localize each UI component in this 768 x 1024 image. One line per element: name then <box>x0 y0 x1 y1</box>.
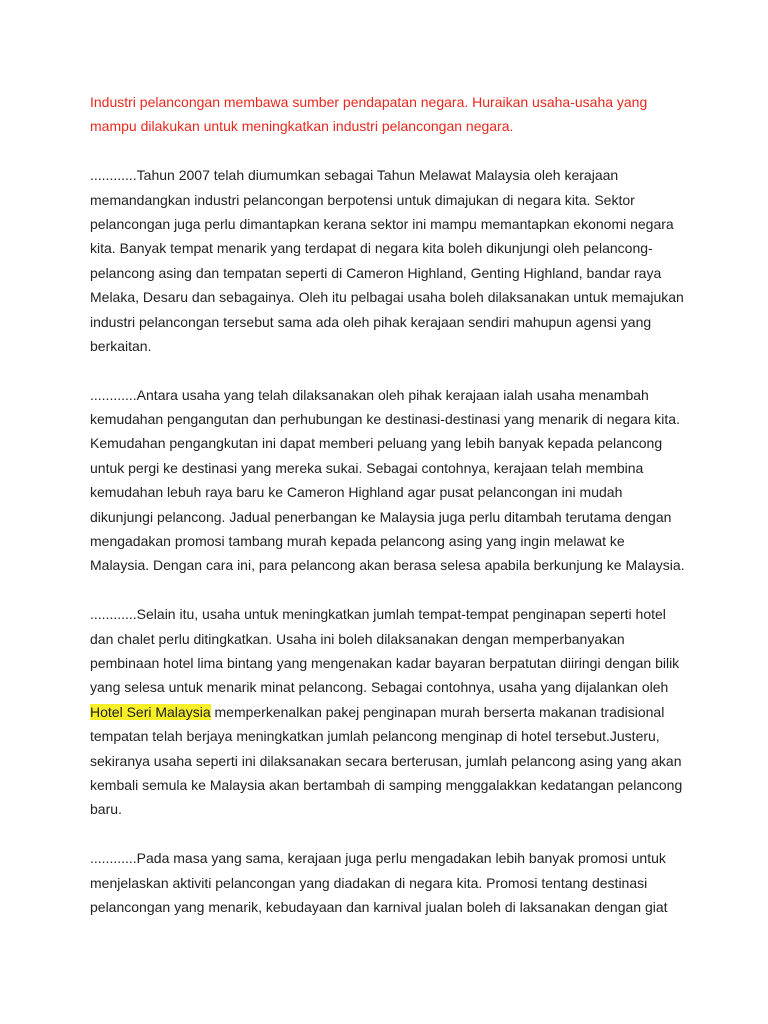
text-line: memandangkan industri pelancongan berpotensi untuk dimajukan di negara kita. Sektor <box>90 191 635 208</box>
text-line: dan chalet perlu ditingkatkan. Usaha ini boleh dilaksanakan dengan memperbanyakan <box>90 630 625 647</box>
text-line: kembali semula ke Malaysia akan bertambah di samping menggalakkan kedatangan pelancong <box>90 776 683 793</box>
text-line: tempatan telah berjaya meningkatkan jumlah pelancong menginap di hotel tersebut.Justeru, <box>90 728 660 745</box>
question-line: mampu dilakukan untuk meningkatkan industri pelancongan negara. <box>90 118 514 135</box>
text-line: pelancong asing dan tempatan seperti di Cameron Highland, Genting Highland, bandar raya <box>90 264 662 281</box>
text-line: berkaitan. <box>90 337 152 354</box>
paragraph-gap <box>90 822 690 846</box>
paragraph-gap <box>90 358 690 382</box>
paragraph-2 <box>90 383 690 578</box>
paragraph-gap <box>90 139 690 163</box>
text-line: pelancongan juga perlu dimantapkan kerana sektor ini mampu memantapkan ekonomi negara <box>90 215 674 232</box>
text-line: ............Selain itu, usaha untuk meningkatkan jumlah tempat-tempat penginapan seperti hotel <box>90 606 666 623</box>
paragraph-gap <box>90 578 690 602</box>
text-line: dikunjungi pelancong. Jadual penerbangan ke Malaysia juga perlu ditambah terutama dengan <box>90 508 672 525</box>
text-line: pelancongan yang menarik, kebudayaan dan karnival jualan boleh di laksanakan dengan giat <box>90 898 668 915</box>
question-line: Industri pelancongan membawa sumber pendapatan negara. Huraikan usaha-usaha yang <box>90 94 648 110</box>
essay-question <box>90 90 690 139</box>
text-line: Melaka, Desaru dan sebagainya. Oleh itu pelbagai usaha boleh dilaksanakan untuk memajukan <box>90 289 684 306</box>
document-body <box>90 90 690 919</box>
text-line: industri pelancongan tersebut sama ada oleh pihak kerajaan sendiri mahupun agensi yang <box>90 313 652 330</box>
paragraph-1 <box>90 163 690 358</box>
highlighted-text: Hotel Seri Malaysia <box>90 703 211 720</box>
paragraph-3 <box>90 602 690 822</box>
text-line: sekiranya usaha seperti ini dilaksanakan secara berterusan, jumlah pelancong asing yang akan <box>90 752 682 769</box>
text-line: ............Antara usaha yang telah dilaksanakan oleh pihak kerajaan ialah usaha menambah <box>90 386 649 403</box>
text-line: menjelaskan aktiviti pelancongan yang diadakan di negara kita. Promosi tentang destinasi <box>90 874 648 891</box>
text-line: kemudahan pengangutan dan perhubungan ke destinasi-destinasi yang menarik di negara kita. <box>90 411 680 428</box>
text-line: ............Tahun 2007 telah diumumkan sebagai Tahun Melawat Malaysia oleh kerajaan <box>90 167 619 184</box>
text-line: kemudahan lebuh raya baru ke Cameron Highland agar pusat pelancongan ini mudah <box>90 484 623 501</box>
paragraph-4 <box>90 846 690 919</box>
text-line: baru. <box>90 801 122 818</box>
text-line: untuk pergi ke destinasi yang mereka sukai. Sebagai contohnya, kerajaan telah membina <box>90 459 644 476</box>
text-line: Malaysia. Dengan cara ini, para pelancong akan berasa selesa apabila berkunjung ke Malaysia. <box>90 557 685 574</box>
text-line: pembinaan hotel lima bintang yang mengenakan kadar bayaran berpatutan diiringi dengan bilik <box>90 654 680 671</box>
text-line: ............Pada masa yang sama, kerajaan juga perlu mengadakan lebih banyak promosi untuk <box>90 850 666 867</box>
text-line: mengadakan promosi tambang murah kepada pelancong asing yang ingin melawat ke <box>90 533 625 550</box>
text-line: kita. Banyak tempat menarik yang terdapat di negara kita boleh dikunjungi oleh pelancong- <box>90 240 653 257</box>
text-line: Kemudahan pengangkutan ini dapat memberi peluang yang lebih banyak kepada pelancong <box>90 435 663 452</box>
text-line: yang selesa untuk menarik minat pelancong. Sebagai contohnya, usaha yang dijalankan oleh <box>90 679 669 696</box>
text-line-with-highlight <box>90 700 690 724</box>
text-segment: memperkenalkan pakej penginapan murah berserta makanan tradisional <box>210 703 665 720</box>
